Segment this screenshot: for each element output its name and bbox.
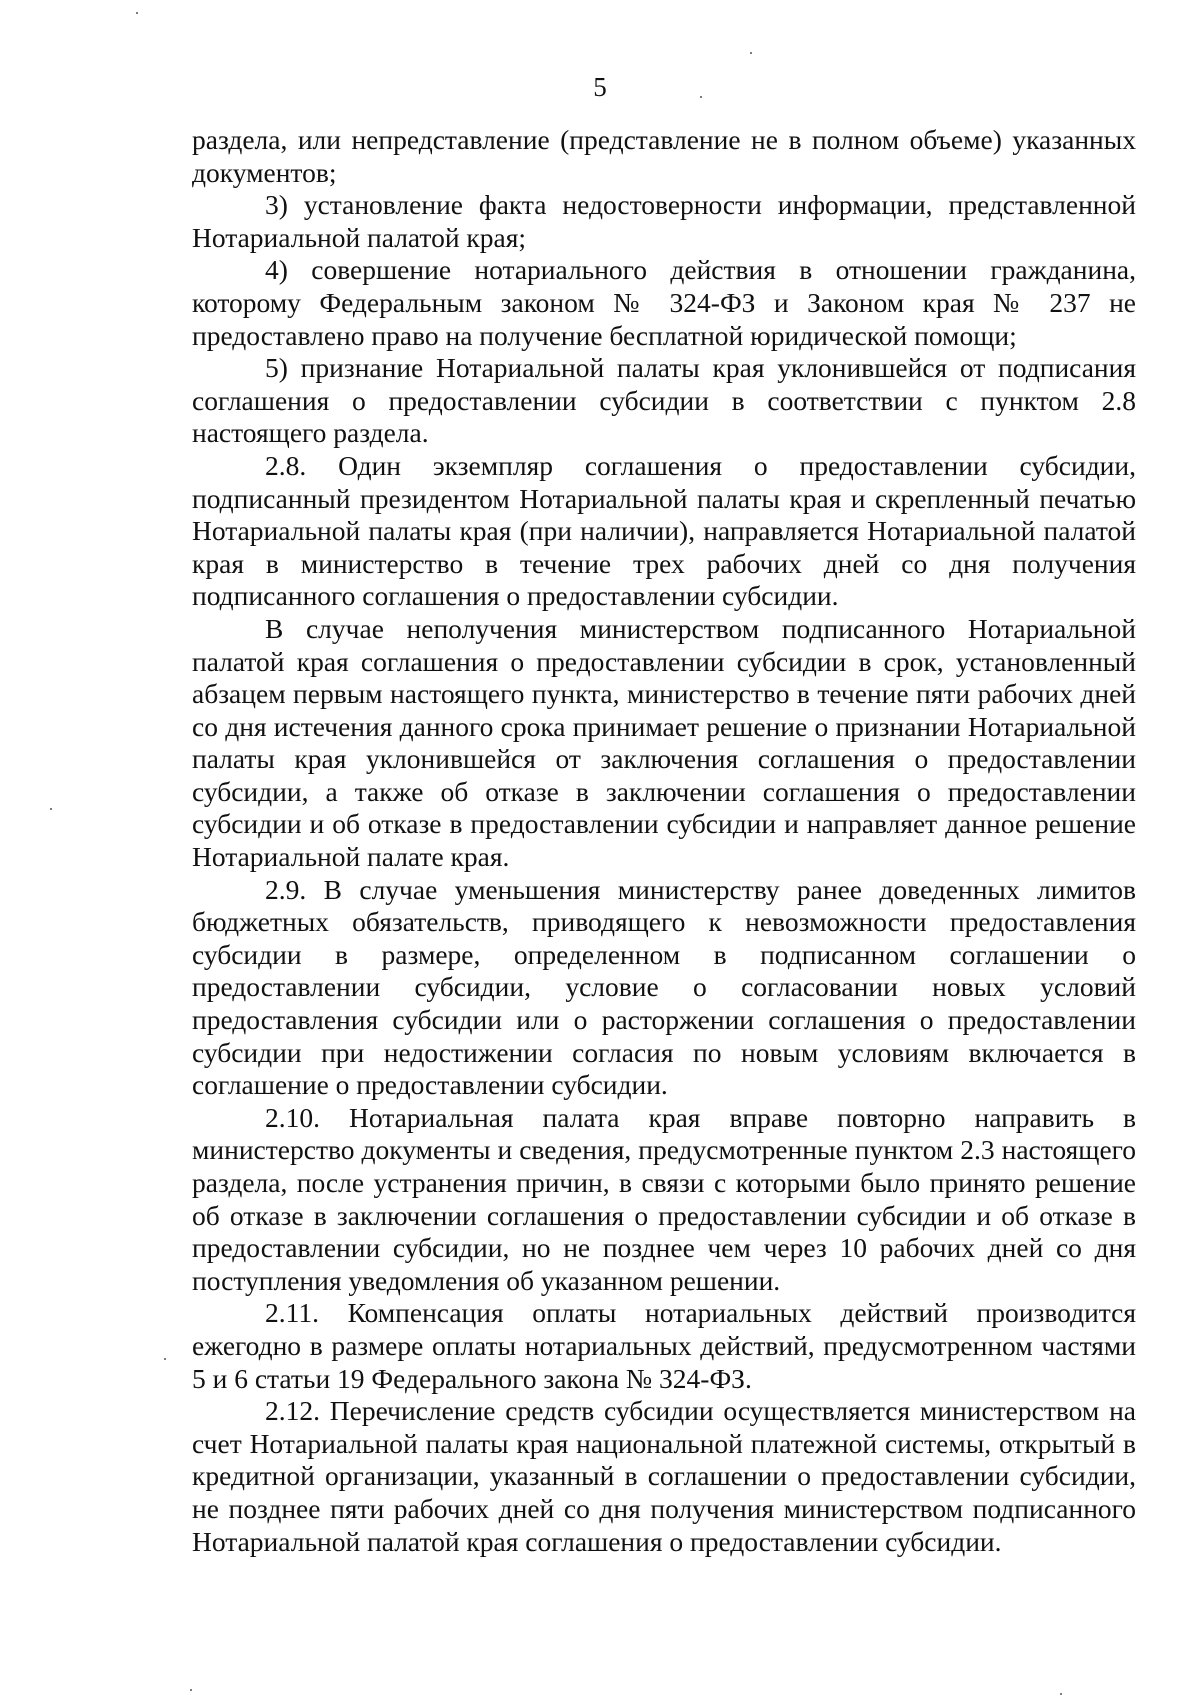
paragraph-continuation: раздела, или непредставление (представление не в полном объеме) указанных документов; (192, 124, 1136, 188)
paragraph-2-11: 2.11. Компенсация оплаты нотариальных действий производится ежегодно в размере оплаты нотариальных действий, предусмотренном частями 5 и 6 статьи 19 Федерального закона № 324-ФЗ. (192, 1297, 1136, 1394)
paragraph-2-12: 2.12. Перечисление средств субсидии осуществляется министерством на счет Нотариальной палаты края национальной платежной системы, открытый в кредитной организации, указанный в соглашении о предоставлении субсидии, не позднее пяти рабочих дней со дня получения министерством подписанного Нотариальной палатой края соглашения о предоставлении субсидии. (192, 1395, 1136, 1557)
scan-speck (136, 12, 138, 14)
paragraph-2-8-second: В случае неполучения министерством подписанного Нотариальной палатой края соглашения о предоставлении субсидии в срок, установленный абзацем первым настоящего пункта, министерство в течение пяти рабочих дней со дня истечения данного срока принимает решение о признании Нотариальной палаты края уклонившейся от заключения соглашения о предоставлении субсидии, а также об отказе в заключении соглашения о предоставлении субсидии и об отказе в предоставлении субсидии и направляет данное решение Нотариальной палате края. (192, 612, 1136, 873)
paragraph-2-8: 2.8. Один экземпляр соглашения о предоставлении субсидии, подписанный президентом Нотариальной палаты края и скрепленный печатью Нотариальной палаты края (при наличии), направляется Нотариальной палатой края в министерство в течение трех рабочих дней со дня получения подписанного соглашения о предоставлении субсидии. (192, 449, 1136, 612)
scan-speck (164, 1358, 166, 1360)
paragraph-item-5: 5) признание Нотариальной палаты края уклонившейся от подписания соглашения о предоставлении субсидии в соответствии с пунктом 2.8 настоящего раздела. (192, 352, 1136, 449)
paragraph-2-10: 2.10. Нотариальная палата края вправе повторно направить в министерство документы и сведения, предусмотренные пунктом 2.3 настоящего раздела, после устранения причин, в связи с которыми было принято решение об отказе в заключении соглашения о предоставлении субсидии и об отказе в предоставлении субсидии, но не позднее чем через 10 рабочих дней со дня поступления уведомления об указанном решении. (192, 1101, 1136, 1296)
scan-speck (700, 96, 702, 98)
paragraph-item-4: 4) совершение нотариального действия в отношении гражданина, которому Федеральным законом № 324-ФЗ и Законом края № 237 не предоставлено право на получение бесплатной юридической помощи; (192, 254, 1136, 351)
paragraph-2-9: 2.9. В случае уменьшения министерству ранее доведенных лимитов бюджетных обязательств, приводящего к невозможности предоставления субсидии в размере, определенном в подписанном соглашении о предоставлении субсидии, условие о согласовании новых условий предоставления субсидии или о расторжении соглашения о предоставлении субсидии при недостижении согласия по новым условиям включается в соглашение о предоставлении субсидии. (192, 873, 1136, 1101)
paragraph-item-3: 3) установление факта недостоверности информации, представленной Нотариальной палатой края; (192, 189, 1136, 253)
page-number: 5 (593, 72, 607, 102)
scan-speck (190, 1689, 192, 1691)
scan-speck (50, 808, 52, 810)
scan-speck (750, 52, 752, 54)
scan-speck (1060, 1693, 1062, 1695)
document-body (192, 124, 1136, 1558)
